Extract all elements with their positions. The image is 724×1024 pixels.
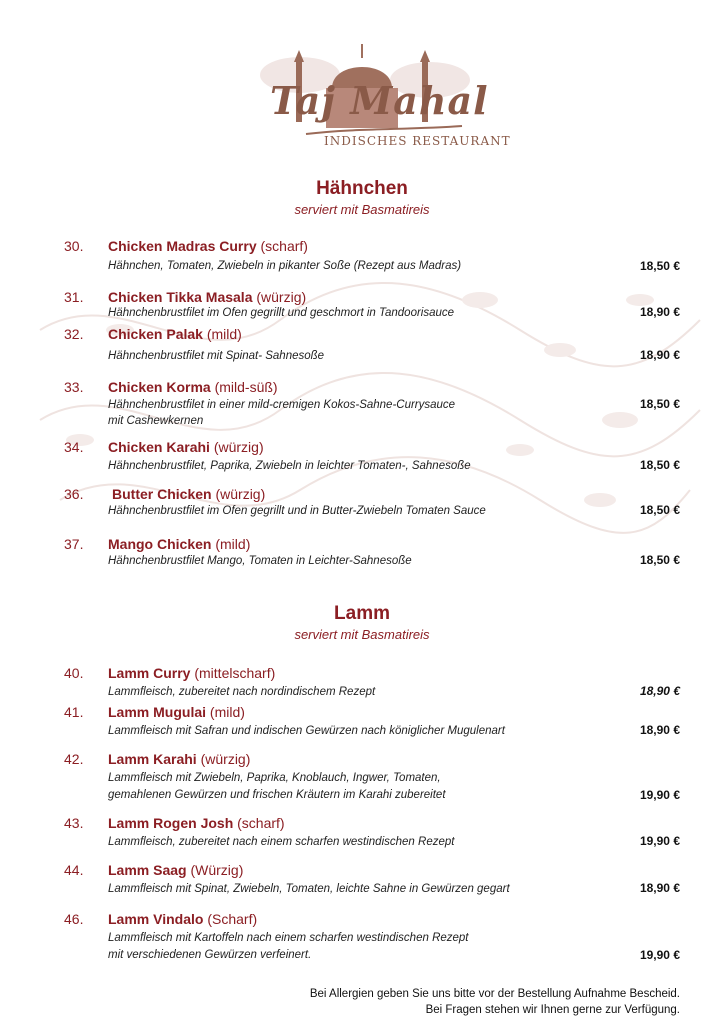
item-description: Hähnchenbrustfilet im Ofen gegrillt und in Butter-Zwiebeln Tomaten Sauce [108,505,486,517]
item-description: Lammfleisch mit Kartoffeln nach einem scharfen westindischen Rezept [108,932,469,944]
item-number: 46. [64,911,84,927]
item-number: 30. [64,238,84,254]
item-price: 19,90 € [639,788,680,802]
allergy-notice [310,986,680,1018]
item-price: 18,50 € [639,397,680,411]
item-price: 18,90 € [639,305,680,319]
item-price: 18,50 € [639,503,680,517]
item-price: 18,90 € [639,684,680,698]
item-description: Hähnchenbrustfilet, Paprika, Zwiebeln in leichter Tomaten-, Sahnesoße [108,460,471,472]
section-title-lamm: Lamm [334,603,390,624]
item-description: Hähnchenbrustfilet in einer mild-cremigen Kokos-Sahne-Currysauce [108,399,456,411]
item-description: Lammfleisch mit Safran und indischen Gewürzen nach königlicher Mugulenart [108,725,505,737]
item-name: Lamm Mugulai (mild) [108,704,245,720]
item-name: Mango Chicken (mild) [108,536,251,552]
item-number: 40. [64,665,84,681]
item-description-line2: gemahlenen Gewürzen und frischen Kräutern im Karahi zubereitet [108,789,446,801]
item-name: Chicken Madras Curry (scharf) [108,238,308,254]
item-name: Butter Chicken (würzig) [112,486,266,502]
item-price: 18,50 € [639,553,680,567]
item-price: 18,90 € [639,723,680,737]
item-name: Lamm Vindalo (Scharf) [108,911,258,927]
item-description: Lammfleisch, zubereitet nach einem scharfen westindischen Rezept [108,836,455,848]
item-description: Lammfleisch, zubereitet nach nordindischem Rezept [108,686,376,698]
item-price: 18,90 € [639,348,680,362]
item-description: Lammfleisch mit Zwiebeln, Paprika, Knoblauch, Ingwer, Tomaten, [108,772,441,784]
item-description: Hähnchenbrustfilet im Ofen gegrillt und geschmort in Tandoorisauce [108,307,455,319]
item-number: 37. [64,536,84,552]
item-number: 32. [64,326,84,342]
section-subtitle-lamm: serviert mit Basmatireis [294,627,430,642]
item-name: Lamm Rogen Josh (scharf) [108,815,285,831]
item-price: 18,90 € [639,881,680,895]
item-number: 41. [64,704,84,720]
section-title-haehnchen: Hähnchen [316,178,408,199]
item-description: Hähnchen, Tomaten, Zwiebeln in pikanter Soße (Rezept aus Madras) [108,260,462,272]
logo-subtitle: INDISCHES RESTAURANT [324,134,511,148]
logo-title: Taj Mahal [270,78,489,123]
item-number: 42. [64,751,84,767]
item-name: Lamm Saag (Würzig) [108,862,244,878]
allergy-notice-line1: Bei Allergien geben Sie uns bitte vor der Bestellung Aufnahme Bescheid. [309,988,680,1000]
item-price: 18,50 € [639,259,680,273]
item-price: 19,90 € [639,834,680,848]
item-number: 33. [64,379,84,395]
item-name: Chicken Karahi (würzig) [108,439,264,455]
item-number: 43. [64,815,84,831]
item-number: 44. [64,862,84,878]
item-name: Lamm Karahi (würzig) [108,751,251,767]
allergy-notice-line2: Bei Fragen stehen wir Ihnen gerne zur Verfügung. [425,1004,680,1016]
item-name: Chicken Korma (mild-süß) [108,379,278,395]
item-number: 34. [64,439,84,455]
section-subtitle-haehnchen: serviert mit Basmatireis [294,202,430,217]
item-number: 31. [64,289,84,305]
item-price: 19,90 € [639,948,680,962]
item-name: Chicken Palak (mild) [108,326,242,342]
item-description: Lammfleisch mit Spinat, Zwiebeln, Tomaten, leichte Sahne in Gewürzen gegart [108,883,510,895]
item-description-line2: mit verschiedenen Gewürzen verfeinert. [108,949,312,961]
item-name: Chicken Tikka Masala (würzig) [108,289,307,305]
item-description: Hähnchenbrustfilet mit Spinat- Sahnesoße [108,350,325,362]
item-description: Hähnchenbrustfilet Mango, Tomaten in Leichter-Sahnesoße [108,555,412,567]
item-price: 18,50 € [639,458,680,472]
item-description-line2: mit Cashewkernen [108,415,204,427]
item-name: Lamm Curry (mittelscharf) [108,665,276,681]
item-number: 36. [64,486,84,502]
